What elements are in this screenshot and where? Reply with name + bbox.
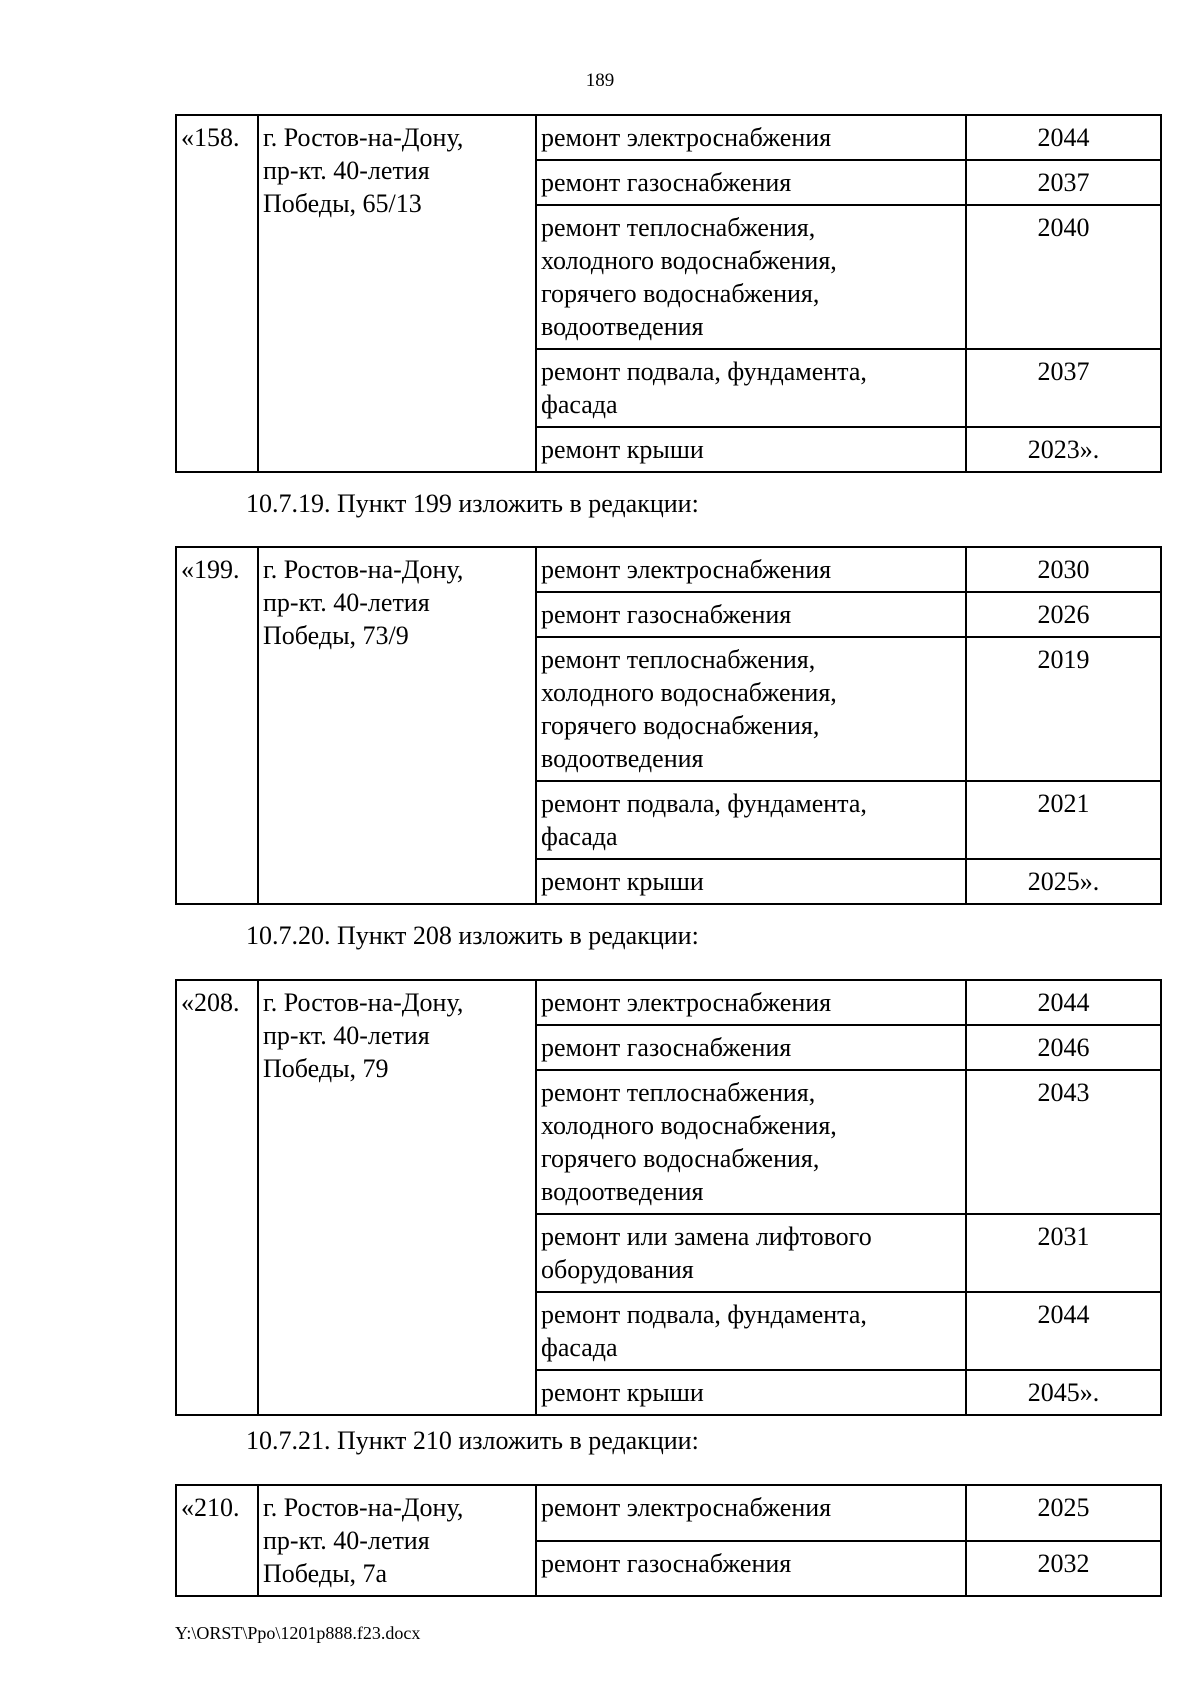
instruction-paragraph-2: 10.7.20. Пункт 208 изложить в редакции: bbox=[246, 921, 699, 950]
address-line: г. Ростов-на-Дону, bbox=[263, 555, 464, 584]
work-type-line: ремонт газоснабжения bbox=[541, 600, 792, 629]
work-type-line: горячего водоснабжения, bbox=[541, 1144, 820, 1173]
work-type-line: водоотведения bbox=[541, 744, 704, 773]
address-line: пр-кт. 40-летия bbox=[263, 156, 430, 185]
schedule-block-3 bbox=[175, 979, 1160, 1416]
work-type-line: ремонт крыши bbox=[541, 1378, 704, 1407]
work-type-line: водоотведения bbox=[541, 1177, 704, 1206]
work-type-line: горячего водоснабжения, bbox=[541, 711, 820, 740]
work-type-line: ремонт крыши bbox=[541, 435, 704, 464]
work-type-cell bbox=[536, 547, 966, 592]
instruction-paragraph-3: 10.7.21. Пункт 210 изложить в редакции: bbox=[246, 1426, 699, 1455]
work-type-line: ремонт электроснабжения bbox=[541, 1493, 832, 1522]
year-cell: 2044 bbox=[966, 1292, 1161, 1370]
work-type-line: холодного водоснабжения, bbox=[541, 1111, 837, 1140]
address-cell bbox=[258, 547, 536, 904]
work-type-cell bbox=[536, 781, 966, 859]
work-type-line: ремонт газоснабжения bbox=[541, 1033, 792, 1062]
year-cell: 2023». bbox=[966, 427, 1161, 472]
work-type-cell bbox=[536, 592, 966, 637]
item-number: «199. bbox=[176, 547, 258, 904]
work-type-cell bbox=[536, 160, 966, 205]
work-type-line: ремонт электроснабжения bbox=[541, 988, 832, 1017]
work-type-cell bbox=[536, 1025, 966, 1070]
table-row bbox=[176, 980, 1161, 1025]
item-number: «158. bbox=[176, 115, 258, 472]
work-type-line: ремонт крыши bbox=[541, 867, 704, 896]
work-type-cell bbox=[536, 115, 966, 160]
item-number: «208. bbox=[176, 980, 258, 1415]
work-type-line: ремонт подвала, фундамента, bbox=[541, 789, 867, 818]
year-cell: 2037 bbox=[966, 349, 1161, 427]
work-type-cell bbox=[536, 1541, 966, 1597]
schedule-table bbox=[175, 979, 1162, 1416]
item-number: «210. bbox=[176, 1485, 258, 1596]
year-cell: 2043 bbox=[966, 1070, 1161, 1214]
work-type-line: ремонт теплоснабжения, bbox=[541, 213, 816, 242]
work-type-line: холодного водоснабжения, bbox=[541, 678, 837, 707]
address-cell bbox=[258, 980, 536, 1415]
work-type-line: ремонт теплоснабжения, bbox=[541, 1078, 816, 1107]
work-type-line: ремонт электроснабжения bbox=[541, 123, 832, 152]
work-type-line: фасада bbox=[541, 822, 618, 851]
address-line: Победы, 65/13 bbox=[263, 189, 422, 218]
work-type-line: ремонт или замена лифтового bbox=[541, 1222, 872, 1251]
work-type-cell bbox=[536, 427, 966, 472]
address-line: г. Ростов-на-Дону, bbox=[263, 1493, 464, 1522]
table-row bbox=[176, 1485, 1161, 1541]
work-type-line: фасада bbox=[541, 1333, 618, 1362]
work-type-cell bbox=[536, 1070, 966, 1214]
work-type-line: ремонт электроснабжения bbox=[541, 555, 832, 584]
address-line: Победы, 7а bbox=[263, 1559, 388, 1588]
work-type-line: ремонт подвала, фундамента, bbox=[541, 357, 867, 386]
instruction-paragraph-1: 10.7.19. Пункт 199 изложить в редакции: bbox=[246, 489, 699, 518]
footer-file-path: Y:\ORST\Ppo\1201p888.f23.docx bbox=[175, 1623, 421, 1643]
year-cell: 2037 bbox=[966, 160, 1161, 205]
work-type-line: водоотведения bbox=[541, 312, 704, 341]
address-line: Победы, 73/9 bbox=[263, 621, 409, 650]
work-type-cell bbox=[536, 859, 966, 904]
table-row bbox=[176, 115, 1161, 160]
work-type-line: оборудования bbox=[541, 1255, 694, 1284]
schedule-block-4 bbox=[175, 1484, 1160, 1597]
work-type-line: ремонт теплоснабжения, bbox=[541, 645, 816, 674]
work-type-cell bbox=[536, 1214, 966, 1292]
work-type-line: ремонт газоснабжения bbox=[541, 1548, 792, 1578]
work-type-cell bbox=[536, 637, 966, 781]
page-number: 189 bbox=[585, 70, 615, 91]
schedule-table bbox=[175, 114, 1162, 473]
year-cell: 2032 bbox=[966, 1541, 1161, 1597]
work-type-line: ремонт подвала, фундамента, bbox=[541, 1300, 867, 1329]
work-type-cell bbox=[536, 205, 966, 349]
schedule-block-1 bbox=[175, 114, 1160, 473]
address-cell bbox=[258, 1485, 536, 1596]
address-line: г. Ростов-на-Дону, bbox=[263, 988, 464, 1017]
year-cell: 2031 bbox=[966, 1214, 1161, 1292]
year-cell: 2019 bbox=[966, 637, 1161, 781]
year-cell: 2045». bbox=[966, 1370, 1161, 1415]
schedule-table bbox=[175, 546, 1162, 905]
year-cell: 2025 bbox=[966, 1485, 1161, 1541]
work-type-cell bbox=[536, 1292, 966, 1370]
year-cell: 2046 bbox=[966, 1025, 1161, 1070]
year-cell: 2030 bbox=[966, 547, 1161, 592]
address-line: Победы, 79 bbox=[263, 1054, 389, 1083]
year-cell: 2044 bbox=[966, 115, 1161, 160]
address-line: пр-кт. 40-летия bbox=[263, 588, 430, 617]
work-type-line: холодного водоснабжения, bbox=[541, 246, 837, 275]
work-type-cell bbox=[536, 1485, 966, 1541]
year-cell: 2044 bbox=[966, 980, 1161, 1025]
address-line: пр-кт. 40-летия bbox=[263, 1021, 430, 1050]
year-cell: 2026 bbox=[966, 592, 1161, 637]
year-cell: 2040 bbox=[966, 205, 1161, 349]
schedule-block-2 bbox=[175, 546, 1160, 905]
address-line: пр-кт. 40-летия bbox=[263, 1526, 430, 1555]
work-type-cell bbox=[536, 980, 966, 1025]
address-cell bbox=[258, 115, 536, 472]
work-type-line: горячего водоснабжения, bbox=[541, 279, 820, 308]
schedule-table bbox=[175, 1484, 1162, 1597]
work-type-cell bbox=[536, 349, 966, 427]
year-cell: 2021 bbox=[966, 781, 1161, 859]
address-line: г. Ростов-на-Дону, bbox=[263, 123, 464, 152]
table-row bbox=[176, 547, 1161, 592]
work-type-line: фасада bbox=[541, 390, 618, 419]
work-type-cell bbox=[536, 1370, 966, 1415]
work-type-line: ремонт газоснабжения bbox=[541, 168, 792, 197]
year-cell: 2025». bbox=[966, 859, 1161, 904]
